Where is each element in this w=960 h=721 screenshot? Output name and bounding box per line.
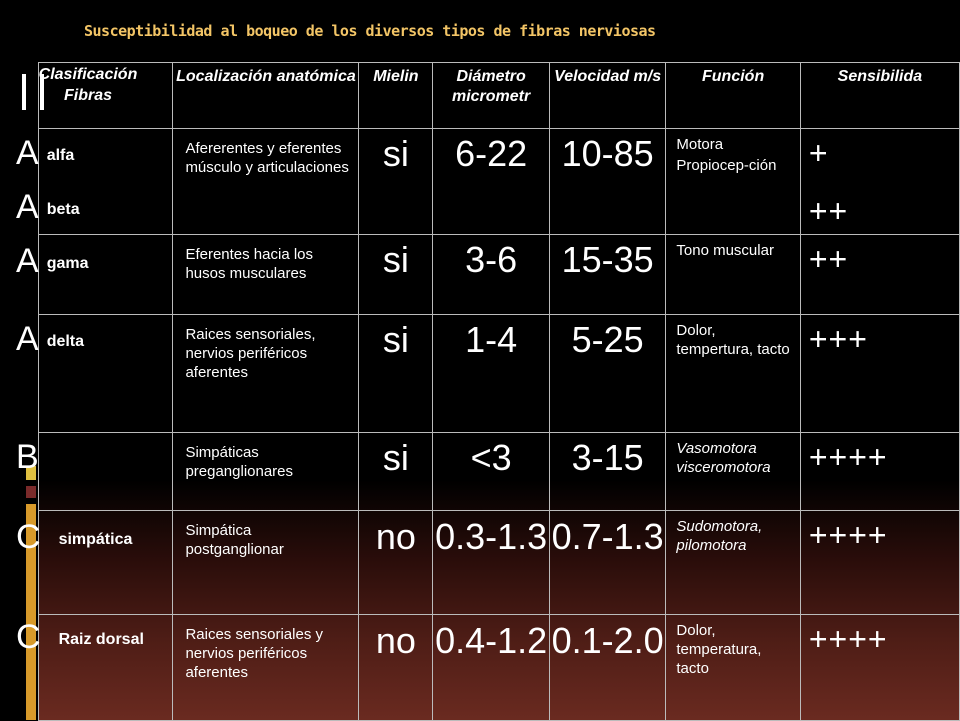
header-sensibilidad: Sensibilida: [800, 63, 959, 129]
funcion-cell: [666, 511, 800, 615]
row-label-a-beta: [16, 190, 80, 227]
mielin-cell: si: [359, 433, 433, 511]
row-label-letter: B: [16, 438, 39, 476]
table-row: [39, 511, 960, 615]
row-label-sub: simpática: [58, 531, 133, 548]
row-label-c-simpatica: [16, 520, 132, 557]
header-localizacion: Localización anatómica: [173, 63, 359, 129]
row-label-a-alfa: [16, 136, 74, 173]
row-label-sub: gama: [46, 255, 89, 272]
funcion-cell: [666, 315, 800, 433]
sensibilidad-cell: ++: [800, 235, 959, 315]
funcion-line: Vasomotora visceromotora: [676, 440, 771, 476]
row-label-letter: C: [16, 518, 41, 556]
localizacion-cell: Raices sensoriales, nervios periféricos aferentes: [173, 315, 359, 433]
mielin-cell: no: [359, 511, 433, 615]
row-label-letter: C: [16, 618, 41, 656]
table-row: [39, 615, 960, 721]
velocidad-cell: 0.1-2.0: [549, 615, 666, 721]
mielin-cell: si: [359, 315, 433, 433]
velocidad-cell: 0.7-1.3: [549, 511, 666, 615]
header-funcion: Función: [666, 63, 800, 129]
velocidad-cell: 10-85: [549, 129, 666, 235]
row-label-b: [16, 440, 39, 474]
sensibilidad-cell: [800, 129, 959, 235]
diametro-cell: 0.4-1.2: [433, 615, 550, 721]
funcion-line: Dolor, tempertura, tacto: [676, 322, 790, 358]
funcion-line: Sudomotora, pilomotora: [676, 518, 763, 554]
row-label-letter: A: [16, 320, 39, 358]
funcion-line: Tono muscular: [676, 242, 774, 259]
header-diametro: Diámetro micrometr: [433, 63, 550, 129]
sensibilidad-cell: ++++: [800, 615, 959, 721]
row-label-sub: alfa: [46, 147, 75, 164]
localizacion-cell: Eferentes hacia los husos musculares: [173, 235, 359, 315]
sensibilidad-cell: +++: [800, 315, 959, 433]
row-label-letter: A: [16, 134, 39, 172]
funcion-cell: [666, 235, 800, 315]
row-label-a-gama: [16, 244, 88, 281]
funcion-cell: [666, 129, 800, 235]
table-header-row: [39, 63, 960, 129]
diametro-cell: <3: [433, 433, 550, 511]
mielin-cell: si: [359, 235, 433, 315]
table-row: [39, 433, 960, 511]
localizacion-cell: Raices sensoriales y nervios periféricos aferentes: [173, 615, 359, 721]
sensibilidad-cell: ++++: [800, 433, 959, 511]
localizacion-cell: Afererentes y eferentes músculo y articulaciones: [173, 129, 359, 235]
header-velocidad: Velocidad m/s: [549, 63, 666, 129]
row-label-a-delta: [16, 322, 84, 359]
row-label-sub: beta: [46, 201, 80, 218]
funcion-cell: [666, 615, 800, 721]
diametro-cell: 3-6: [433, 235, 550, 315]
header-clasificacion-label: Clasificación Fibras: [38, 66, 138, 104]
table-edge-mark: [22, 74, 44, 110]
velocidad-cell: 3-15: [549, 433, 666, 511]
table-row: [39, 235, 960, 315]
slide-title: Susceptibilidad al boqueo de los diversos tipos de fibras nerviosas: [38, 0, 960, 62]
funcion-cell: [666, 433, 800, 511]
row-label-c-raiz-dorsal: [16, 620, 144, 657]
row-label-letter: A: [16, 242, 39, 280]
funcion-line: Dolor, temperatura, tacto: [676, 622, 762, 677]
localizacion-cell: Simpática postganglionar: [173, 511, 359, 615]
fiber-table: [38, 62, 960, 721]
funcion-line: Propiocep-ción: [676, 157, 777, 174]
diametro-cell: 6-22: [433, 129, 550, 235]
table-row: [39, 315, 960, 433]
row-label-letter: A: [16, 188, 39, 226]
sensibilidad-cell: ++++: [800, 511, 959, 615]
funcion-line: Motora: [676, 136, 724, 153]
sensibilidad-value: +: [808, 135, 829, 171]
mielin-cell: no: [359, 615, 433, 721]
diametro-cell: 1-4: [433, 315, 550, 433]
velocidad-cell: 15-35: [549, 235, 666, 315]
label-cell: [39, 433, 173, 511]
mielin-cell: si: [359, 129, 433, 235]
header-mielin: Mielin: [359, 63, 433, 129]
row-label-sub: Raiz dorsal: [58, 631, 144, 648]
sensibilidad-value: ++: [808, 193, 849, 229]
row-label-sub: delta: [46, 333, 85, 350]
diametro-cell: 0.3-1.3: [433, 511, 550, 615]
decor-bar-red: [26, 486, 36, 498]
localizacion-cell: Simpáticas preganglionares: [173, 433, 359, 511]
velocidad-cell: 5-25: [549, 315, 666, 433]
table-row: [39, 129, 960, 235]
